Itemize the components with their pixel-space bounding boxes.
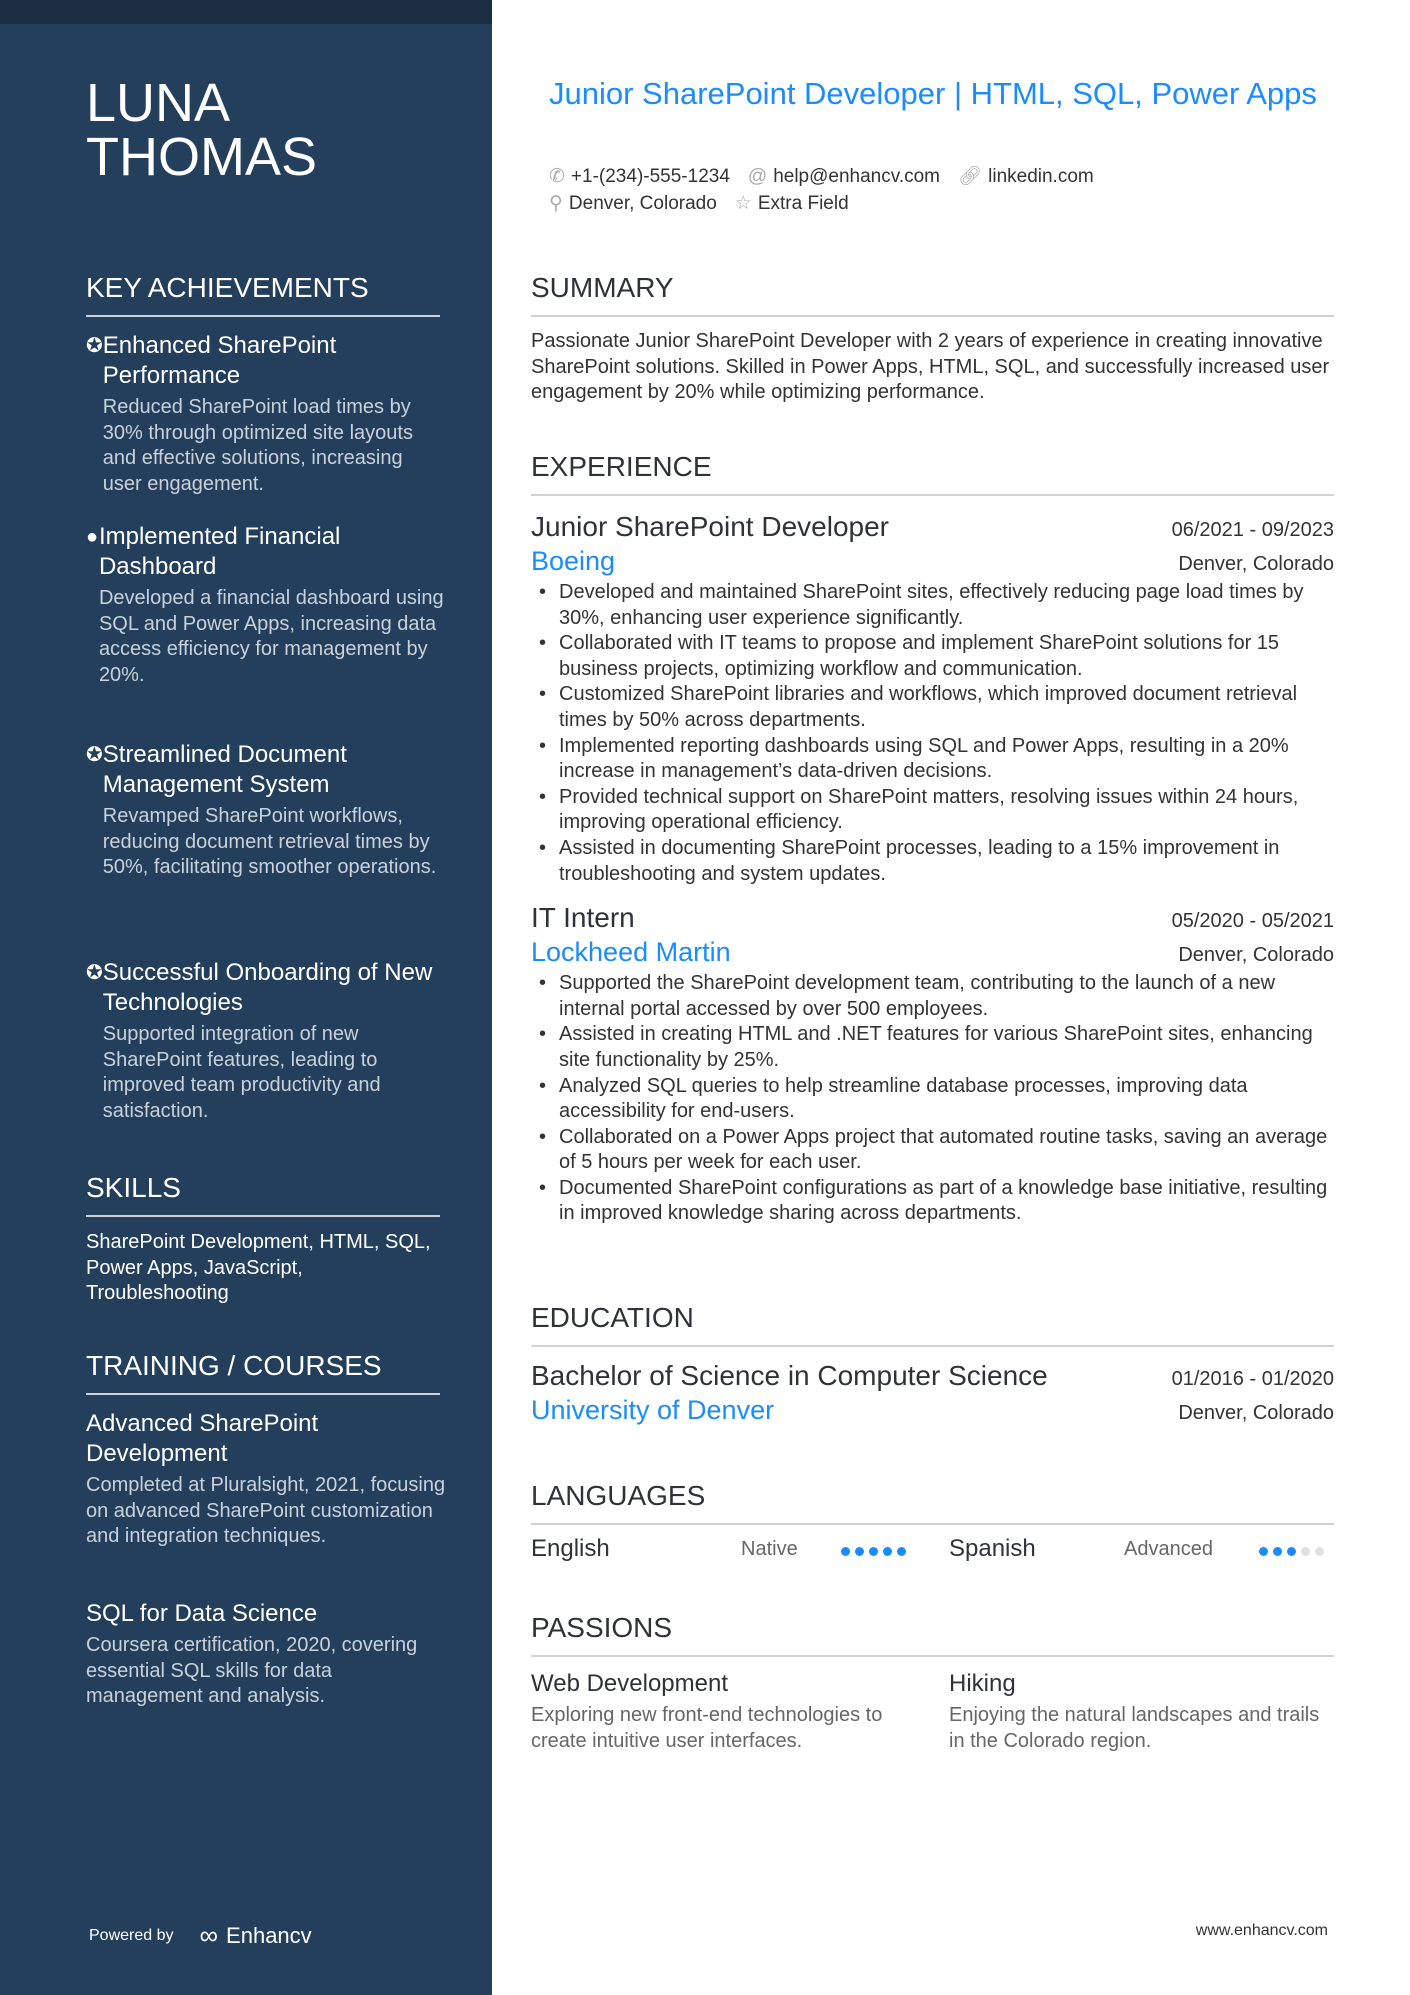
language-level: Advanced	[1124, 1537, 1213, 1560]
languages-section	[531, 1479, 1334, 1563]
at-icon: @	[747, 166, 768, 187]
brand-name: Enhancv	[226, 1922, 312, 1948]
passion-desc: Exploring new front-end technologies to create intuitive user interfaces.	[531, 1704, 883, 1752]
passion-item	[531, 1669, 949, 1754]
passions-heading: PASSIONS	[531, 1611, 1334, 1657]
summary-text: Passionate Junior SharePoint Developer with 2 years of experience in creating innovative SharePoint solutions. Skilled in Power Apps, HTML, SQL, and successfully increased user engagement by 20% while optimizing performance.	[531, 330, 1330, 404]
course-desc: Completed at Pluralsight, 2021, focusing on advanced SharePoint customization and integration techniques.	[86, 1474, 446, 1548]
bullet: • Supported the SharePoint development team, contributing to the launch of a new internal portal accessed by over 500 employees.	[531, 971, 1334, 1022]
link[interactable]	[958, 164, 1094, 190]
course-title: Advanced SharePoint Development	[86, 1410, 319, 1467]
achievement-title: Implemented Financial Dashboard	[98, 523, 341, 580]
achievement-desc: Developed a financial dashboard using SQL and Power Apps, increasing data access efficiency for management by 20%.	[98, 587, 444, 686]
bullet: • Documented SharePoint configurations as part of a knowledge base initiative, resulting in improved knowledge sharing across departments.	[531, 1176, 1334, 1227]
job-title-headline: Junior SharePoint Developer | HTML, SQL, Power Apps	[549, 76, 1317, 111]
location	[549, 191, 717, 217]
degree: Bachelor of Science in Computer Science	[531, 1360, 1048, 1391]
star-icon: ☆	[734, 193, 752, 214]
job-dates: 06/2021 - 09/2023	[1171, 519, 1334, 541]
email[interactable]	[748, 164, 940, 190]
achievement-item	[86, 958, 446, 1124]
education-heading: EDUCATION	[531, 1301, 1334, 1347]
candidate-name	[86, 73, 466, 187]
company-name: Boeing	[531, 546, 616, 576]
job-dates: 05/2020 - 05/2021	[1171, 910, 1334, 933]
language-level: Native	[741, 1537, 798, 1560]
phone-icon: ✆	[549, 166, 565, 187]
rating-dots	[841, 1535, 911, 1563]
award-icon: ✪	[86, 744, 103, 766]
email-link[interactable]: help@enhancv.com	[773, 166, 940, 187]
contact-row-2	[549, 191, 849, 217]
language-item	[949, 1535, 1334, 1563]
summary-section	[531, 271, 1334, 406]
phone-text: +1-(234)-555-1234	[570, 166, 730, 187]
school-name: University of Denver	[531, 1395, 775, 1425]
sidebar-top-strip	[0, 0, 492, 24]
phone	[549, 164, 730, 190]
award-icon: ✪	[86, 962, 103, 984]
location-pin-icon: ⚲	[549, 193, 563, 214]
powered-by	[89, 1920, 312, 1951]
achievement-title: Enhanced SharePoint Performance	[102, 332, 337, 389]
language-item	[531, 1535, 949, 1563]
lightbulb-icon: ●	[86, 526, 99, 548]
job-bullets	[531, 580, 1334, 887]
languages-heading: LANGUAGES	[531, 1479, 1334, 1525]
achievements-heading: KEY ACHIEVEMENTS	[86, 271, 440, 317]
company-name: Lockheed Martin	[531, 937, 731, 968]
contact-row	[549, 164, 1094, 190]
training-heading: TRAINING / COURSES	[86, 1349, 440, 1395]
bullet: • Collaborated on a Power Apps project that automated routine tasks, saving an average of 5 hours per week for each user.	[531, 1125, 1334, 1176]
link-icon: 🔗︎	[958, 166, 983, 187]
passion-title: Hiking	[949, 1670, 1016, 1697]
location-text: Denver, Colorado	[568, 193, 717, 214]
experience-section	[531, 450, 1334, 1227]
achievement-title: Successful Onboarding of New Technologies	[102, 959, 433, 1016]
language-name: English	[531, 1535, 610, 1562]
achievement-desc: Supported integration of new SharePoint features, leading to improved team productivity and satisfaction.	[102, 1023, 381, 1122]
job-entry	[531, 901, 1334, 1227]
job-location: Denver, Colorado	[1178, 944, 1334, 967]
job-role: IT Intern	[531, 902, 635, 934]
bullet: • Provided technical support on SharePoint matters, resolving issues within 24 hours, improving operational efficiency.	[531, 785, 1334, 836]
bullet: • Assisted in documenting SharePoint processes, leading to a 15% improvement in troubleshooting and system updates.	[531, 836, 1334, 887]
last-name: THOMAS	[86, 127, 318, 187]
bullet: • Collaborated with IT teams to propose and implement SharePoint solutions for 15 business projects, optimizing workflow and communication.	[531, 631, 1334, 682]
passions-section	[531, 1611, 1334, 1754]
achievement-desc: Revamped SharePoint workflows, reducing document retrieval times by 50%, facilitating smoother operations.	[102, 805, 437, 879]
first-name: LUNA	[86, 73, 231, 133]
course-item	[86, 1409, 446, 1550]
extra-field	[735, 191, 849, 217]
powered-by-label: Powered by	[89, 1926, 174, 1944]
linkedin-link[interactable]: linkedin.com	[988, 166, 1094, 187]
award-icon: ✪	[86, 335, 103, 357]
summary-heading: SUMMARY	[531, 271, 1334, 317]
skills-heading: SKILLS	[86, 1171, 440, 1217]
course-title: SQL for Data Science	[86, 1600, 318, 1627]
achievement-item	[86, 740, 446, 881]
bullet: • Assisted in creating HTML and .NET features for various SharePoint sites, enhancing site functionality by 25%.	[531, 1022, 1334, 1073]
passion-title: Web Development	[531, 1670, 728, 1697]
achievement-title: Streamlined Document Management System	[102, 741, 347, 798]
course-item	[86, 1599, 446, 1710]
edu-location: Denver, Colorado	[1178, 1402, 1334, 1424]
edu-dates: 01/2016 - 01/2020	[1171, 1368, 1334, 1390]
bullet: • Analyzed SQL queries to help streamline database processes, improving data accessibility for end-users.	[531, 1074, 1334, 1125]
course-desc: Coursera certification, 2020, covering essential SQL skills for data management and analysis.	[86, 1634, 418, 1708]
achievement-item	[86, 331, 446, 497]
bullet: • Implemented reporting dashboards using SQL and Power Apps, resulting in a 20% increase in management’s data-driven decisions.	[531, 734, 1334, 785]
education-section	[531, 1301, 1334, 1427]
rating-dots	[1259, 1535, 1329, 1563]
skills-text: SharePoint Development, HTML, SQL, Power Apps, JavaScript, Troubleshooting	[86, 1231, 431, 1305]
achievement-item	[86, 522, 446, 688]
extra-text: Extra Field	[757, 193, 849, 214]
language-name: Spanish	[949, 1535, 1036, 1562]
achievement-desc: Reduced SharePoint load times by 30% through optimized site layouts and effective solutions, increasing user engagement.	[102, 396, 413, 495]
experience-heading: EXPERIENCE	[531, 450, 1334, 496]
bullet: • Customized SharePoint libraries and workflows, which improved document retrieval times by 50% across departments.	[531, 682, 1334, 733]
bullet: • Developed and maintained SharePoint sites, effectively reducing page load times by 30%, enhancing user experience significantly.	[531, 580, 1334, 631]
enhancv-logo-icon: ∞	[199, 1920, 219, 1950]
job-location: Denver, Colorado	[1178, 553, 1334, 575]
job-bullets	[531, 971, 1334, 1227]
job-entry	[531, 510, 1334, 887]
job-role: Junior SharePoint Developer	[531, 511, 889, 542]
footer-url[interactable]: www.enhancv.com	[1195, 1922, 1328, 1939]
passion-item	[949, 1669, 1334, 1754]
passion-desc: Enjoying the natural landscapes and trails in the Colorado region.	[949, 1704, 1320, 1752]
